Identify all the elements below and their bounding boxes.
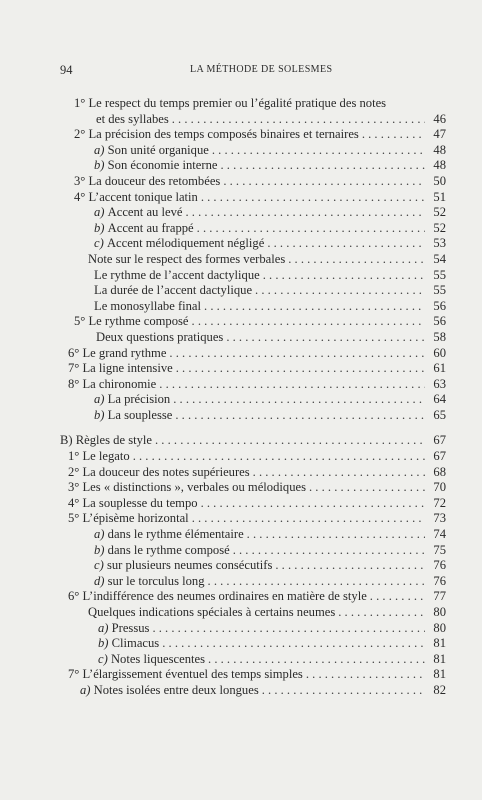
toc-entry xyxy=(0,112,482,128)
toc-entry-title xyxy=(98,636,159,652)
toc-entry xyxy=(0,496,482,512)
toc-entry-title xyxy=(74,96,386,112)
dot-leader xyxy=(155,433,425,449)
toc-entry-title xyxy=(68,465,250,481)
toc-entry-prefix: 2° xyxy=(68,464,83,479)
toc-entry-text: sur plusieurs neumes consécutifs xyxy=(106,558,273,573)
toc-entry-text: Quelques indications spéciales à certains neumes xyxy=(88,605,336,619)
toc-entry xyxy=(0,465,482,481)
toc-page-number: 58 xyxy=(433,329,446,344)
toc-entry-title xyxy=(94,283,252,299)
dot-leader xyxy=(253,465,425,481)
toc-entry-title xyxy=(88,605,335,621)
toc-entry-prefix: 5° xyxy=(68,511,83,526)
toc-entry-text: Accent au levé xyxy=(107,205,183,220)
dot-leader xyxy=(176,361,425,377)
toc-entry xyxy=(0,158,482,174)
toc-entry-prefix: c) xyxy=(94,236,107,251)
toc-entry-text: L’indifférence des neumes ordinaires en matière de style xyxy=(82,589,367,604)
toc-page-number: 55 xyxy=(433,283,446,298)
page-number: 94 xyxy=(60,63,73,77)
toc-entry xyxy=(0,558,482,574)
toc-entry xyxy=(0,346,482,362)
dot-leader xyxy=(220,158,425,174)
toc-entry-prefix: b) xyxy=(98,636,112,651)
toc-page-number: 60 xyxy=(433,345,446,360)
toc-entry xyxy=(0,527,482,543)
dot-leader xyxy=(185,205,425,221)
toc-page-number: 48 xyxy=(433,158,446,173)
dot-leader xyxy=(309,480,425,496)
toc-page-number: 80 xyxy=(433,605,446,619)
toc-page-number: 81 xyxy=(433,667,446,682)
toc-entry-title xyxy=(94,268,260,284)
dot-leader xyxy=(175,408,425,424)
dot-leader xyxy=(306,667,425,683)
toc-entry xyxy=(0,330,482,346)
toc-entry xyxy=(0,299,482,315)
toc-entry-title xyxy=(68,589,367,605)
toc-entry xyxy=(0,127,482,143)
toc-entry-prefix: a) xyxy=(94,527,108,542)
toc-entry-text: Le monosyllabe final xyxy=(94,298,202,313)
toc-entry xyxy=(0,480,482,496)
toc-page-number: 53 xyxy=(433,236,446,251)
toc-entry-prefix: a) xyxy=(94,205,108,220)
toc-entry-text: L’épisème horizontal xyxy=(82,511,189,526)
toc-entry xyxy=(0,636,482,652)
toc-entry-text: La douceur des retombées xyxy=(88,173,221,188)
toc-page-number: 76 xyxy=(433,558,446,573)
toc-entry-text: Notes liquescentes xyxy=(110,651,206,666)
toc-page-number: 72 xyxy=(433,495,446,510)
toc-page-number: 52 xyxy=(433,205,446,220)
toc-page-number: 52 xyxy=(433,220,446,235)
dot-leader xyxy=(204,299,425,315)
toc-page-number: 61 xyxy=(433,361,446,376)
toc-entry-prefix: 7° xyxy=(68,667,83,682)
toc-page-number: 50 xyxy=(433,173,446,188)
toc-entry-title xyxy=(98,652,205,668)
toc-entry-prefix: a) xyxy=(94,142,108,157)
toc-page-number: 81 xyxy=(433,651,446,666)
toc-entry-prefix: 4° xyxy=(74,189,89,204)
dot-leader xyxy=(208,574,425,590)
toc-page-number: 80 xyxy=(433,620,446,635)
dot-leader xyxy=(267,236,425,252)
toc-page-number: 56 xyxy=(433,314,446,329)
toc-entry-text: La souplesse du tempo xyxy=(82,495,198,510)
toc-entry-title xyxy=(94,236,264,252)
toc-entry-title xyxy=(94,527,244,543)
toc-entry xyxy=(0,621,482,637)
table-of-contents xyxy=(0,96,482,699)
toc-entry xyxy=(0,221,482,237)
toc-entry-prefix: 2° xyxy=(74,127,89,142)
toc-entry-title xyxy=(96,112,169,128)
toc-entry-text: Le respect du temps premier ou l’égalité pratique des notes xyxy=(88,96,387,110)
toc-entry-text: La douceur des notes supérieures xyxy=(82,464,250,479)
toc-entry-title xyxy=(94,543,230,559)
dot-leader xyxy=(152,621,425,637)
toc-entry xyxy=(0,408,482,424)
toc-entry-title xyxy=(68,667,303,683)
toc-entry-prefix: 5° xyxy=(74,314,89,329)
toc-entry-prefix: 8° xyxy=(68,376,83,391)
dot-leader xyxy=(169,346,425,362)
toc-page-number: 46 xyxy=(433,111,446,126)
dot-leader xyxy=(223,174,425,190)
toc-entry-text: Le grand rythme xyxy=(82,345,167,360)
toc-entry-title xyxy=(74,174,220,190)
dot-leader xyxy=(159,377,425,393)
toc-page-number: 54 xyxy=(433,251,446,266)
toc-entry-text: Accent au frappé xyxy=(107,220,194,235)
toc-entry-prefix: b) xyxy=(94,158,108,173)
toc-entry-title xyxy=(68,496,198,512)
toc-entry-text: et des syllabes xyxy=(96,111,169,126)
dot-leader xyxy=(370,589,425,605)
toc-entry-prefix: 3° xyxy=(68,480,83,495)
toc-entry-title xyxy=(94,392,170,408)
toc-entry-title xyxy=(74,314,189,330)
toc-entry-text: dans le rythme élémentaire xyxy=(107,527,244,542)
toc-entry-text: Le rythme composé xyxy=(88,314,189,329)
toc-entry-title xyxy=(94,221,194,237)
toc-entry-text: La durée de l’accent dactylique xyxy=(94,283,253,298)
toc-entry-text: La souplesse xyxy=(107,407,173,422)
toc-entry-text: La ligne intensive xyxy=(82,361,173,376)
toc-entry xyxy=(0,511,482,527)
toc-entry xyxy=(0,361,482,377)
toc-entry-title xyxy=(98,621,149,637)
toc-entry-prefix: a) xyxy=(98,620,112,635)
toc-entry-text: Son économie interne xyxy=(107,158,218,173)
toc-entry-text: Le legato xyxy=(82,449,130,464)
toc-page-number: 63 xyxy=(433,376,446,391)
toc-entry-text: Deux questions pratiques xyxy=(96,329,224,344)
toc-entry xyxy=(0,605,482,621)
toc-page-number: 67 xyxy=(433,433,446,448)
dot-leader xyxy=(226,330,425,346)
dot-leader xyxy=(173,392,425,408)
toc-entry-text: Le rythme de l’accent dactylique xyxy=(94,267,260,282)
toc-entry-title xyxy=(68,511,189,527)
toc-entry-text: B) Règles de style xyxy=(60,433,152,448)
toc-entry-text: sur le torculus long xyxy=(107,573,205,588)
toc-entry xyxy=(0,268,482,284)
toc-entry-text: Notes isolées entre deux longues xyxy=(93,682,259,697)
toc-page-number: 76 xyxy=(433,573,446,588)
dot-leader xyxy=(275,558,425,574)
toc-entry xyxy=(0,683,482,699)
toc-entry xyxy=(0,574,482,590)
dot-leader xyxy=(362,127,425,143)
toc-page-number: 67 xyxy=(433,449,446,464)
toc-entry-title xyxy=(94,574,205,590)
toc-entry xyxy=(0,143,482,159)
dot-leader xyxy=(263,268,425,284)
toc-entry-title xyxy=(96,330,223,346)
toc-entry-prefix: 1° xyxy=(68,449,83,464)
toc-entry-title xyxy=(94,558,272,574)
toc-entry-prefix: c) xyxy=(98,651,111,666)
toc-entry xyxy=(0,174,482,190)
toc-entry-text: L’élargissement éventuel des temps simples xyxy=(82,667,303,682)
toc-entry-prefix: a) xyxy=(94,392,108,407)
dot-leader xyxy=(172,112,425,128)
toc-entry-prefix: d) xyxy=(94,573,108,588)
toc-entry xyxy=(0,283,482,299)
toc-page-number: 48 xyxy=(433,142,446,157)
toc-entry-prefix: b) xyxy=(94,220,108,235)
toc-entry xyxy=(0,252,482,268)
toc-entry xyxy=(0,543,482,559)
toc-entry-prefix: 6° xyxy=(68,345,83,360)
toc-entry xyxy=(0,96,482,112)
toc-entry-title xyxy=(68,346,166,362)
toc-entry-text: dans le rythme composé xyxy=(107,542,230,557)
toc-entry-title xyxy=(94,408,172,424)
toc-page-number: 55 xyxy=(433,267,446,282)
toc-entry xyxy=(0,652,482,668)
toc-page-number: 75 xyxy=(433,542,446,557)
toc-entry-prefix: b) xyxy=(94,407,108,422)
toc-entry-prefix: 4° xyxy=(68,495,83,510)
toc-page-number: 82 xyxy=(433,682,446,697)
toc-entry-title xyxy=(60,433,152,449)
toc-page-number: 70 xyxy=(433,480,446,495)
toc-entry-prefix: 3° xyxy=(74,173,89,188)
toc-entry-prefix: c) xyxy=(94,558,107,573)
toc-entry-title xyxy=(74,127,359,143)
toc-entry xyxy=(0,667,482,683)
toc-entry-title xyxy=(88,252,285,268)
dot-leader xyxy=(212,143,425,159)
dot-leader xyxy=(201,190,425,206)
toc-page-number: 74 xyxy=(433,527,446,542)
running-head: LA MÉTHODE DE SOLESMES xyxy=(190,64,333,75)
toc-entry xyxy=(0,190,482,206)
toc-entry-title xyxy=(68,377,156,393)
toc-page-number: 51 xyxy=(433,189,446,204)
toc-entry-prefix: 1° xyxy=(74,96,89,110)
toc-entry-title xyxy=(94,158,217,174)
dot-leader xyxy=(233,543,425,559)
dot-leader xyxy=(162,636,425,652)
dot-leader xyxy=(262,683,425,699)
toc-page-number: 73 xyxy=(433,511,446,526)
toc-page-number: 64 xyxy=(433,392,446,407)
dot-leader xyxy=(192,511,425,527)
dot-leader xyxy=(255,283,425,299)
toc-entry-title xyxy=(68,361,173,377)
toc-entry-prefix: b) xyxy=(94,542,108,557)
toc-entry xyxy=(0,589,482,605)
toc-entry-text: Les « distinctions », verbales ou mélodiques xyxy=(82,480,306,495)
toc-entry-text: Son unité organique xyxy=(107,142,209,157)
dot-leader xyxy=(192,314,425,330)
toc-page-number: 65 xyxy=(433,407,446,422)
toc-entry-text: L’accent tonique latin xyxy=(88,189,198,204)
toc-entry-text: La précision xyxy=(107,392,171,407)
toc-page-number: 47 xyxy=(433,127,446,142)
toc-entry-prefix: 6° xyxy=(68,589,83,604)
toc-entry-text: Accent mélodiquement négligé xyxy=(106,236,265,251)
toc-page-number: 81 xyxy=(433,636,446,651)
toc-entry xyxy=(0,236,482,252)
toc-entry-title xyxy=(68,480,306,496)
section-gap xyxy=(0,423,482,433)
toc-entry xyxy=(0,314,482,330)
toc-page-number: 56 xyxy=(433,298,446,313)
toc-entry-text: Climacus xyxy=(111,636,160,651)
toc-page-number: 77 xyxy=(433,589,446,604)
toc-entry xyxy=(0,377,482,393)
dot-leader xyxy=(133,449,425,465)
dot-leader xyxy=(247,527,425,543)
toc-entry-title xyxy=(94,299,201,315)
toc-entry-title xyxy=(74,190,198,206)
toc-entry-title xyxy=(94,143,209,159)
dot-leader xyxy=(208,652,425,668)
toc-entry xyxy=(0,205,482,221)
dot-leader xyxy=(197,221,425,237)
toc-entry-title xyxy=(94,205,182,221)
dot-leader xyxy=(288,252,425,268)
toc-entry-title xyxy=(68,449,130,465)
toc-entry-text: Note sur le respect des formes verbales xyxy=(88,251,286,266)
dot-leader xyxy=(338,605,425,621)
toc-entry xyxy=(0,449,482,465)
toc-entry-text: La précision des temps composés binaires et ternaires xyxy=(88,127,359,142)
toc-entry-text: La chironomie xyxy=(82,376,157,391)
toc-entry xyxy=(0,392,482,408)
toc-entry-prefix: 7° xyxy=(68,361,83,376)
toc-entry-prefix: a) xyxy=(80,682,94,697)
dot-leader xyxy=(201,496,425,512)
toc-entry-title xyxy=(80,683,259,699)
toc-entry-text: Pressus xyxy=(111,620,150,635)
toc-entry xyxy=(0,433,482,449)
toc-page-number: 68 xyxy=(433,464,446,479)
